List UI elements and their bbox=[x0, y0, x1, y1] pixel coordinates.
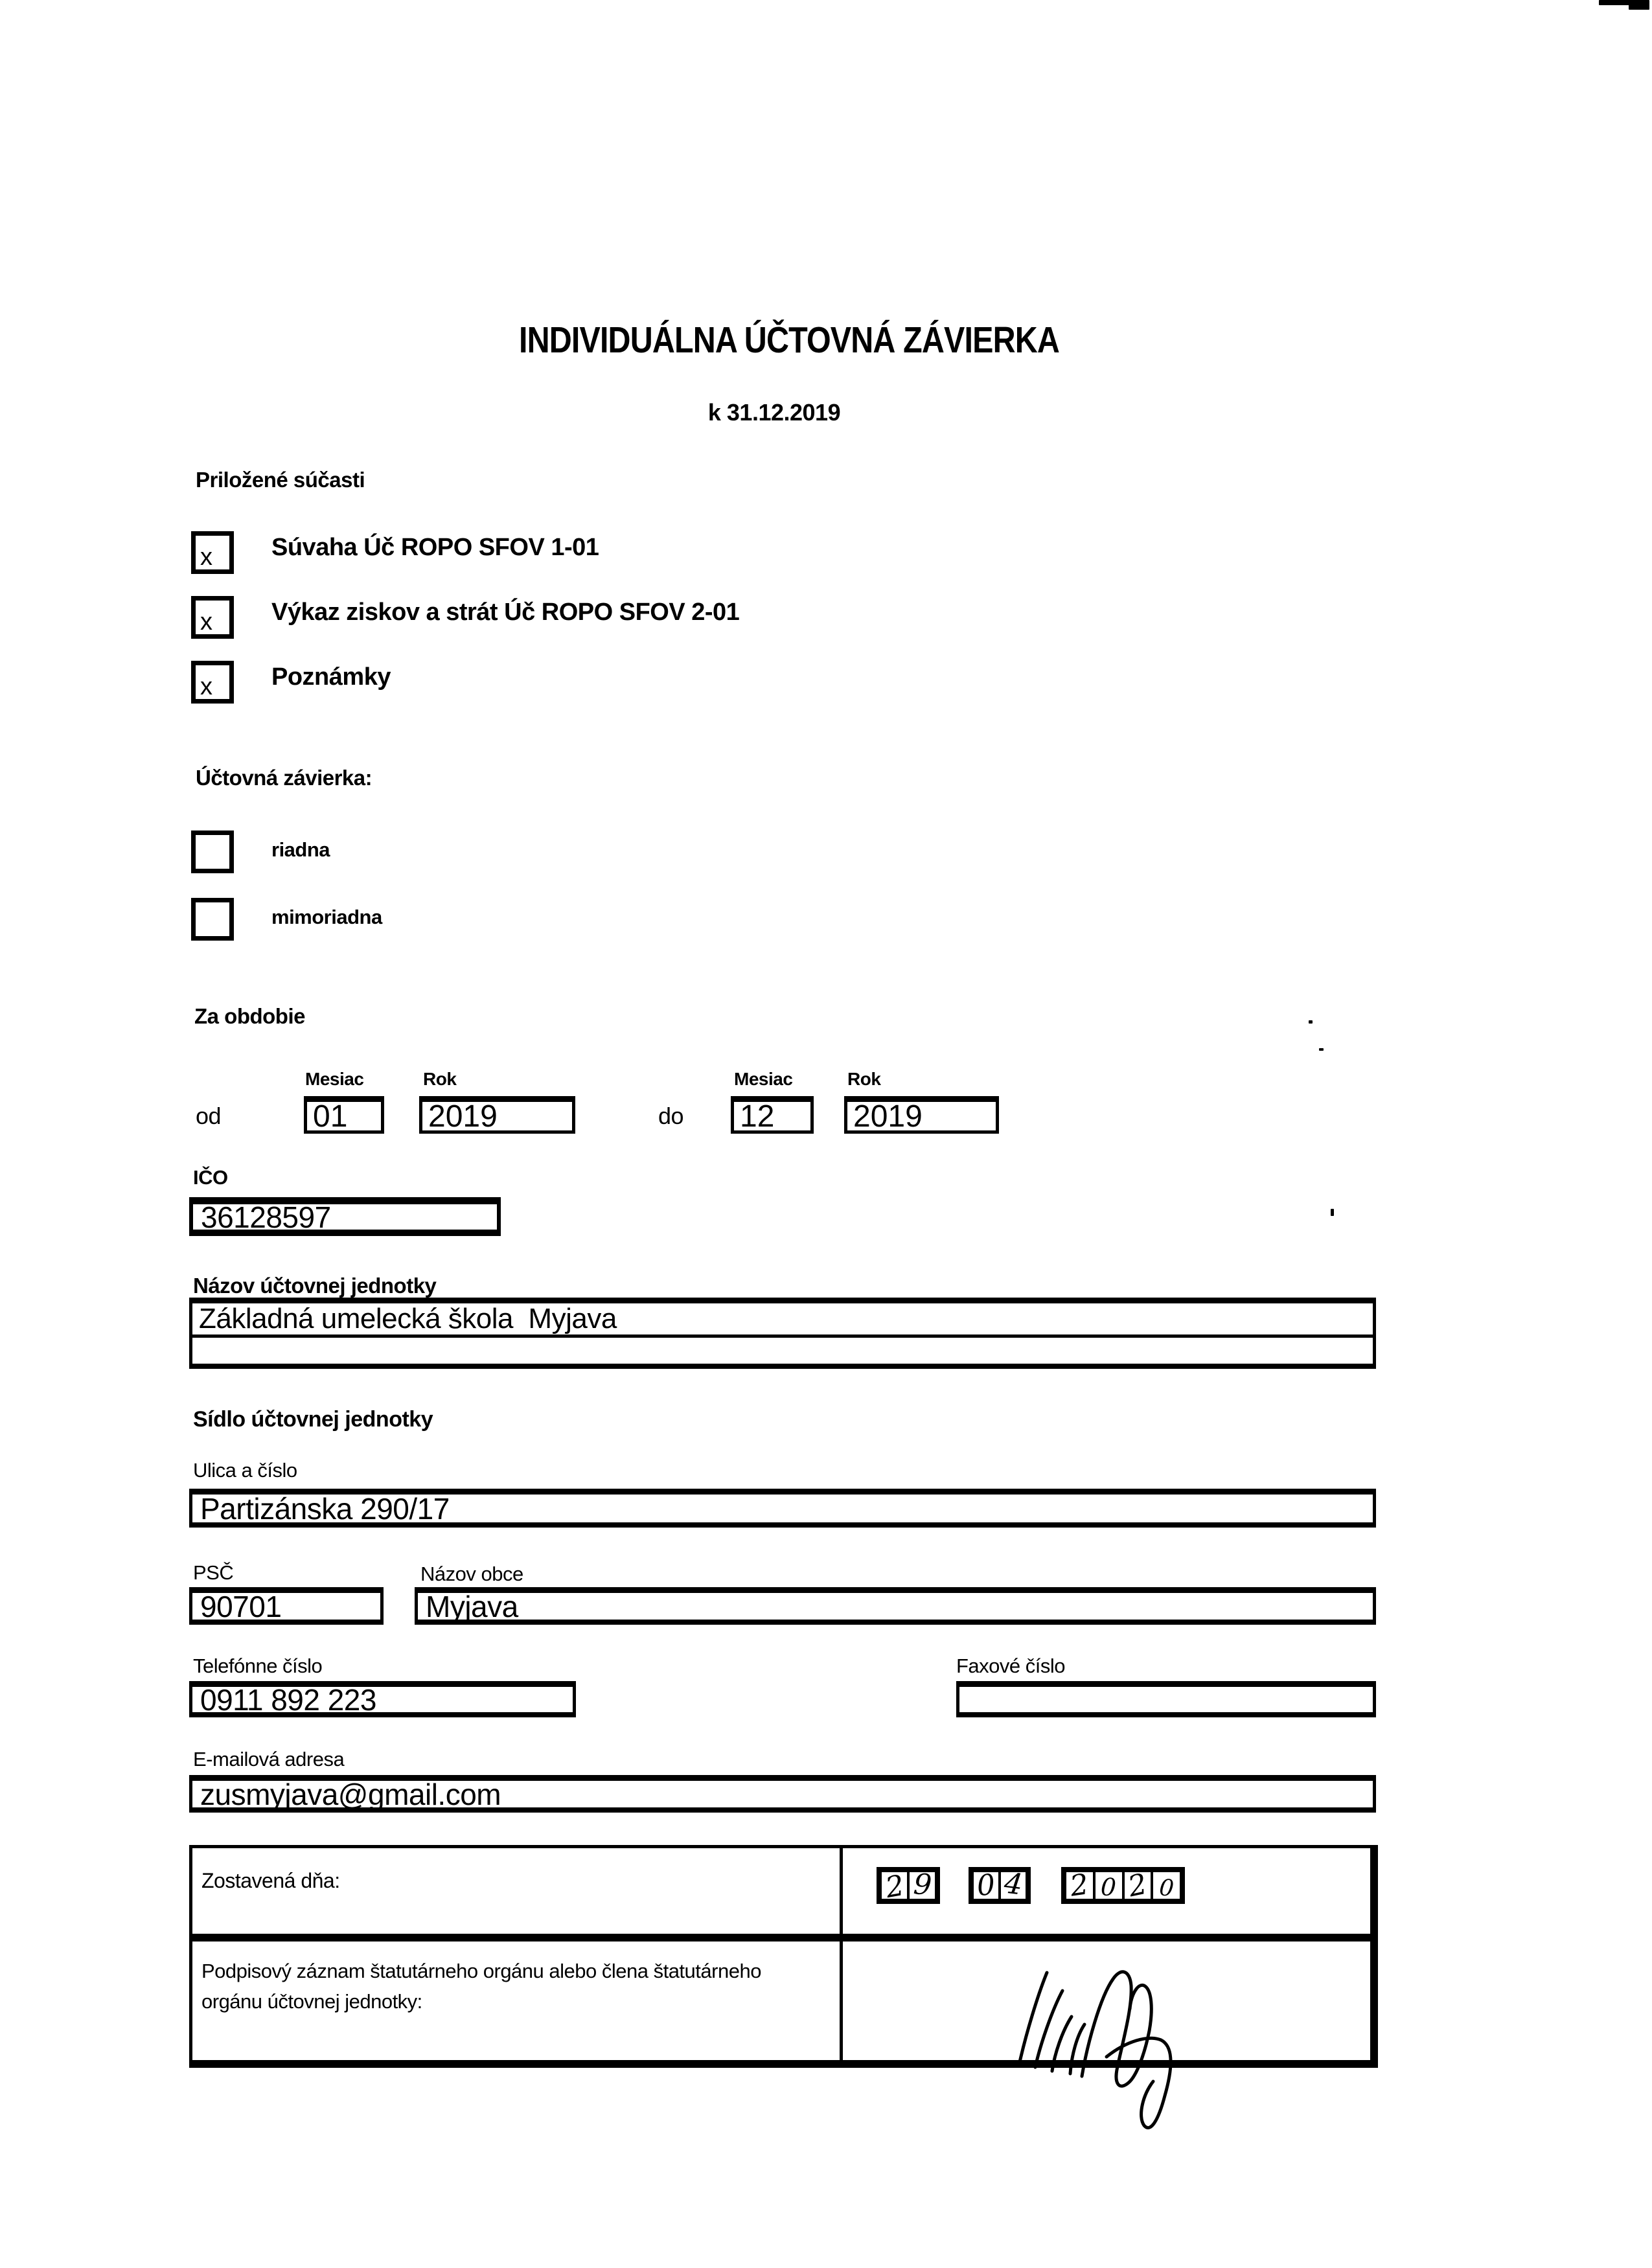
date-digit-cell: 0 bbox=[1093, 1872, 1122, 1899]
signature-label-line2: orgánu účtovnej jednotky: bbox=[201, 1990, 422, 2013]
checkbox-mark bbox=[196, 935, 200, 936]
ico-field[interactable]: 36128597 bbox=[189, 1197, 501, 1236]
checkbox-mark: x bbox=[200, 608, 212, 636]
date-digit-cell: 2 bbox=[882, 1868, 906, 1905]
street-label: Ulica a číslo bbox=[193, 1459, 297, 1482]
phone-field[interactable]: 0911 892 223 bbox=[189, 1681, 576, 1717]
city-label: Názov obce bbox=[420, 1563, 523, 1585]
period-to-label: do bbox=[658, 1103, 684, 1129]
zip-label: PSČ bbox=[193, 1561, 234, 1584]
checkbox-suvaha[interactable] bbox=[191, 531, 234, 574]
period-from-label: od bbox=[196, 1103, 222, 1129]
fax-label: Faxové číslo bbox=[956, 1655, 1066, 1677]
checkbox-mark: x bbox=[200, 673, 212, 700]
checkbox-riadna[interactable] bbox=[191, 830, 234, 873]
attachments-heading: Priložené súčasti bbox=[196, 468, 365, 492]
fax-field[interactable] bbox=[956, 1681, 1376, 1717]
scan-artifact bbox=[1309, 1020, 1313, 1024]
date-day-field[interactable] bbox=[877, 1867, 940, 1904]
date-digit-cell: 4 bbox=[998, 1872, 1026, 1899]
phone-label: Telefónne číslo bbox=[193, 1655, 323, 1677]
period-to-month-field[interactable]: 12 bbox=[731, 1096, 814, 1134]
street-field[interactable]: Partizánska 290/17 bbox=[189, 1489, 1376, 1528]
checkbox-poznamky[interactable] bbox=[191, 661, 234, 704]
email-label: E-mailová adresa bbox=[193, 1748, 345, 1770]
date-digit-cell: 9 bbox=[907, 1872, 935, 1899]
period-from-month-field[interactable]: 01 bbox=[304, 1096, 384, 1134]
attachment-label-suvaha: Súvaha Úč ROPO SFOV 1-01 bbox=[271, 534, 599, 561]
month-label-from: Mesiac bbox=[305, 1069, 364, 1089]
table-column-divider bbox=[840, 1848, 843, 2060]
checkbox-vykaz[interactable] bbox=[191, 596, 234, 639]
page-title: INDIVIDUÁLNA ÚČTOVNÁ ZÁVIERKA bbox=[518, 319, 1060, 361]
period-from-year-field[interactable]: 2019 bbox=[419, 1096, 575, 1134]
attachment-label-vykaz: Výkaz ziskov a strát Úč ROPO SFOV 2-01 bbox=[271, 599, 740, 626]
attachment-label-poznamky: Poznámky bbox=[271, 663, 391, 691]
email-field[interactable]: zusmyjava@gmail.com bbox=[189, 1775, 1376, 1813]
date-digit-cell: 2 bbox=[1122, 1872, 1151, 1899]
signature-drawing bbox=[998, 1932, 1283, 2146]
period-heading: Za obdobie bbox=[194, 1004, 305, 1028]
scan-artifact bbox=[1331, 1209, 1334, 1216]
checkbox-mark: x bbox=[200, 544, 212, 571]
date-compiled-label: Zostavená dňa: bbox=[201, 1869, 340, 1892]
zip-field[interactable]: 90701 bbox=[189, 1587, 384, 1625]
year-label-to: Rok bbox=[847, 1069, 881, 1089]
closing-type-label-riadna: riadna bbox=[271, 838, 330, 861]
address-heading: Sídlo účtovnej jednotky bbox=[193, 1407, 433, 1432]
date-digit-cell: 0 bbox=[1151, 1872, 1180, 1899]
signature-label bbox=[201, 1956, 761, 2017]
ico-label: IČO bbox=[193, 1166, 228, 1189]
date-digit-cell: 2 bbox=[1068, 1867, 1091, 1903]
month-label-to: Mesiac bbox=[734, 1069, 793, 1089]
date-digit-cell: 0 bbox=[975, 1868, 997, 1903]
signing-table bbox=[189, 1845, 1378, 2068]
entity-name-row2 bbox=[192, 1338, 1373, 1364]
period-to-year-field[interactable]: 2019 bbox=[844, 1096, 999, 1134]
closing-type-heading: Účtovná závierka: bbox=[196, 766, 373, 790]
checkbox-mimoriadna[interactable] bbox=[191, 898, 234, 941]
city-field[interactable]: Myjava bbox=[415, 1587, 1376, 1625]
entity-name-value: Základná umelecká škola Myjava bbox=[199, 1303, 617, 1334]
date-month-field[interactable] bbox=[969, 1867, 1031, 1904]
year-label-from: Rok bbox=[423, 1069, 457, 1089]
entity-name-label: Názov účtovnej jednotky bbox=[193, 1274, 437, 1298]
closing-type-label-mimoriadna: mimoriadna bbox=[271, 906, 382, 928]
entity-name-field[interactable] bbox=[189, 1298, 1376, 1369]
signature-label-line1: Podpisový záznam štatutárneho orgánu alebo člena štatutárneho bbox=[201, 1960, 761, 1982]
date-year-field[interactable] bbox=[1061, 1867, 1185, 1904]
page-subtitle: k 31.12.2019 bbox=[707, 399, 841, 426]
signature-field[interactable] bbox=[998, 1932, 1283, 2146]
scan-artifact bbox=[1319, 1048, 1324, 1051]
scan-artifact bbox=[1599, 0, 1633, 5]
scan-artifact bbox=[1629, 0, 1649, 10]
checkbox-mark bbox=[196, 867, 200, 869]
